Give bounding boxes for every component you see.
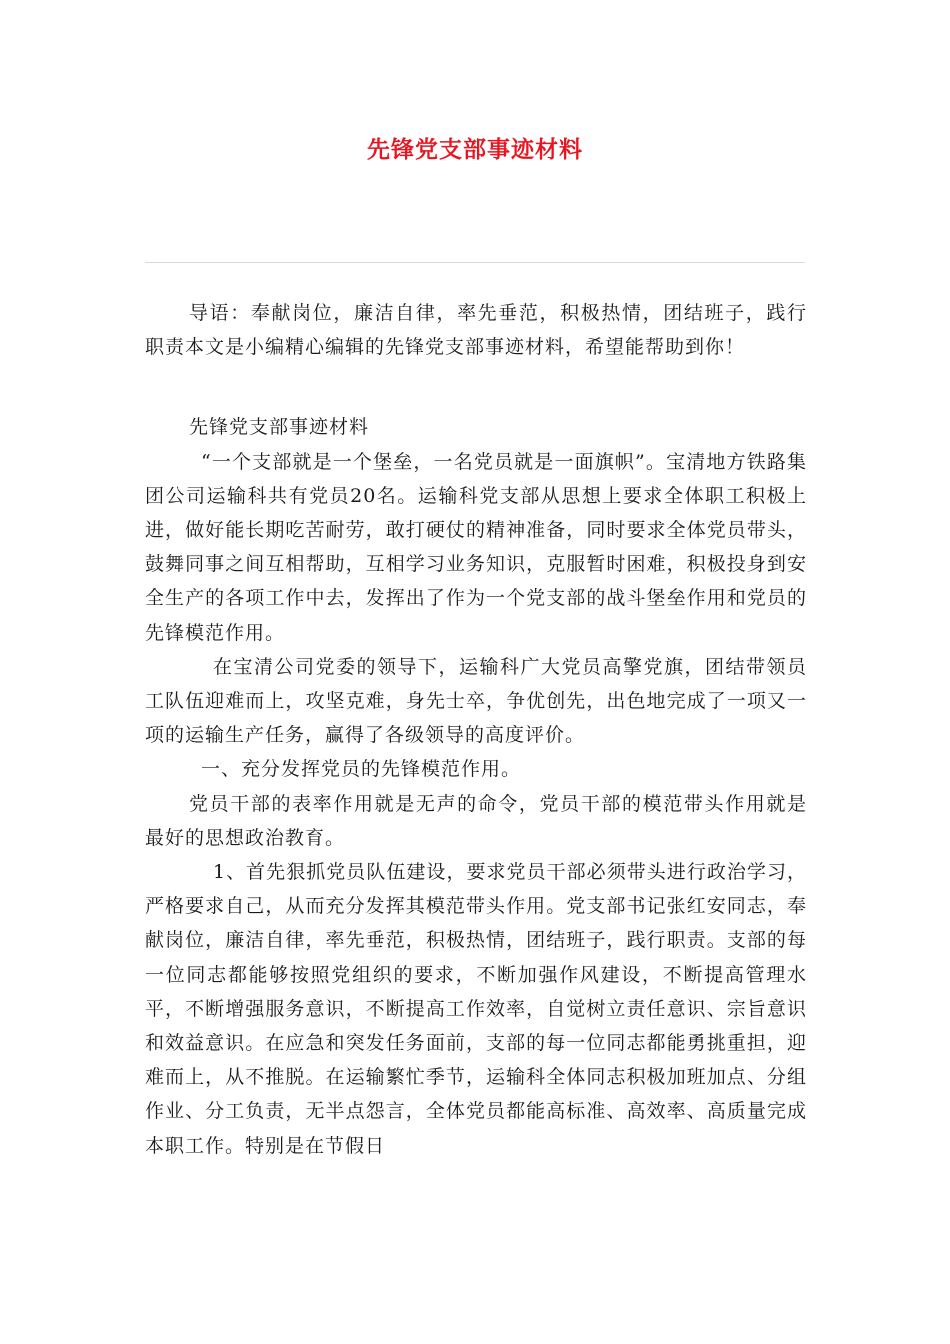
paragraph-gap: [145, 364, 807, 410]
document-title: 先锋党支部事迹材料: [367, 137, 583, 163]
body-paragraph: 在宝清公司党委的领导下，运输科广大党员高擎党旗，团结带领员工队伍迎难而上，攻坚克难，身先士卒，争优创先，出色地完成了一项又一项的运输生产任务，赢得了各级领导的高度评价。: [145, 655, 807, 747]
document-body: [145, 296, 807, 1163]
intro-paragraph: 导语：奉献岗位，廉洁自律，率先垂范，积极热情，团结班子，践行职责本文是小编精心编辑的先锋党支部事迹材料，希望能帮助到你！: [145, 302, 807, 359]
body-paragraph: “一个支部就是一个堡垒，一名党员就是一面旗帜”。宝清地方铁路集团公司运输科共有党员20名。运输科党支部从思想上要求全体职工积极上进，做好能长期吃苦耐劳，敢打硬仗的精神准备，同时要求全体党员带头，鼓舞同事之间互相帮助，互相学习业务知识，克服暂时困难，积极投身到安全生产的各项工作中去，发挥出了作为一个党支部的战斗堡垒作用和党员的先锋模范作用。: [145, 450, 807, 644]
body-paragraph: 党员干部的表率作用就是无声的命令，党员干部的模范带头作用就是最好的思想政治教育。: [145, 792, 807, 849]
section-heading: 一、充分发挥党员的先锋模范作用。: [201, 758, 522, 781]
body-paragraph: 1、首先狠抓党员队伍建设，要求党员干部必须带头进行政治学习，严格要求自己，从而充分发挥其模范带头作用。党支部书记张红安同志，奉献岗位，廉洁自律，率先垂范，积极热情，团结班子，践行职责。支部的每一位同志都能够按照党组织的要求，不断加强作风建设，不断提高管理水平，不断增强服务意识，不断提高工作效率，自觉树立责任意识、宗旨意识和效益意识。在应急和突发任务面前，支部的每一位同志都能勇挑重担，迎难而上，从不推脱。在运输繁忙季节，运输科全体同志积极加班加点、分组作业、分工负责，无半点怨言，全体党员都能高标准、高效率、高质量完成本职工作。特别是在节假日: [145, 861, 807, 1157]
section-subheading: 先锋党支部事迹材料: [189, 416, 370, 439]
title-divider: [145, 262, 805, 263]
